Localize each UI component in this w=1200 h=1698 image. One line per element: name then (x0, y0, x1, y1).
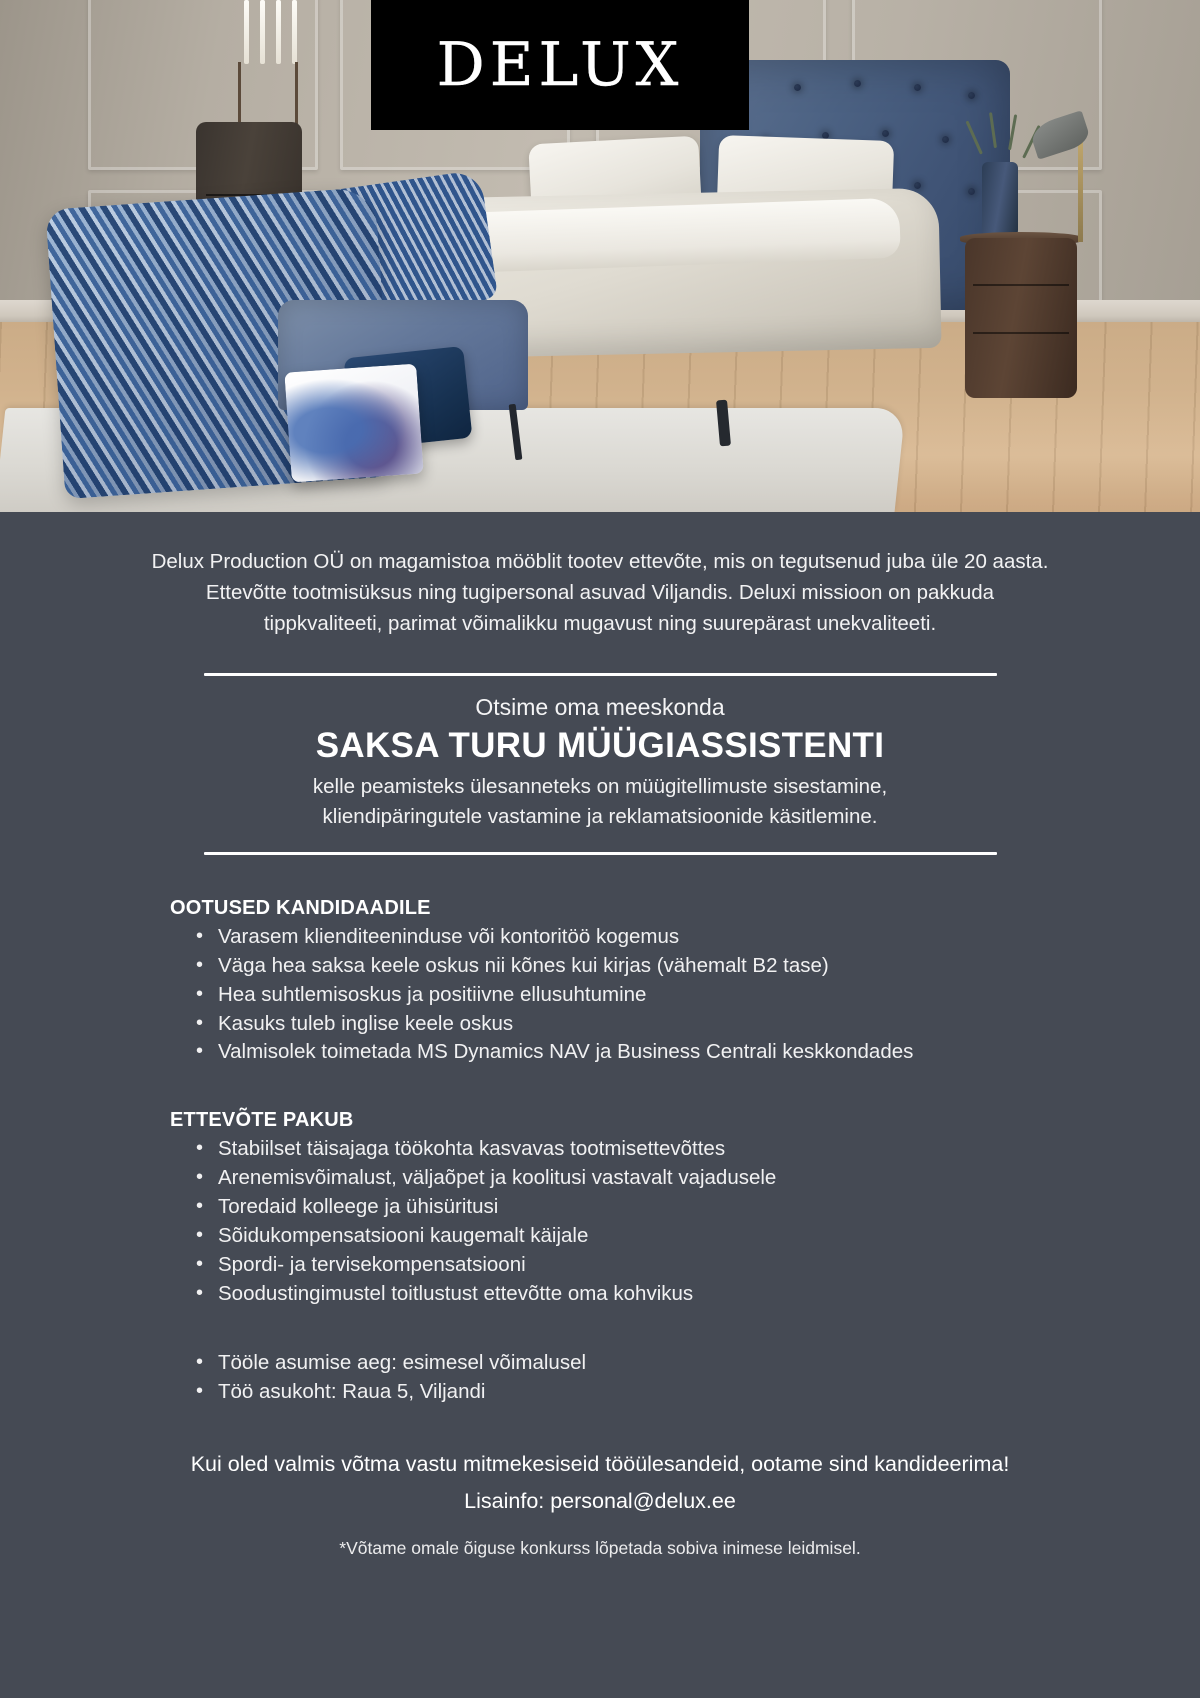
requirements-section (150, 897, 1050, 1067)
title-prefix: Otsime oma meeskonda (475, 694, 725, 721)
position-title-block (204, 673, 997, 854)
position-subtitle-line2: kliendipäringutele vastamine ja reklamatsioonide käsitlemine. (322, 805, 878, 829)
offers-heading: ETTEVÕTE PAKUB (170, 1109, 354, 1132)
list-item: • Spordi- ja tervisekompensatsiooni (192, 1251, 1050, 1280)
watercolour-cushion (284, 364, 423, 483)
list-item: • Töö asukoht: Raua 5, Viljandi (192, 1378, 1050, 1407)
list-item: • Väga hea saksa keele oskus nii kõnes kui kirjas (vähemalt B2 tase) (192, 952, 1050, 981)
position-subtitle-line1: kelle peamisteks ülesanneteks on müügitellimuste sisestamine, (312, 775, 888, 799)
requirements-heading: OOTUSED KANDIDAADILE (170, 896, 431, 919)
contact-email-line[interactable]: Lisainfo: personal@delux.ee (464, 1489, 736, 1514)
offers-list (192, 1135, 1050, 1308)
candelabra (238, 0, 298, 130)
company-intro-paragraph: Delux Production OÜ on magamistoa mööblit tootev ettevõte, mis on tegutsenud juba üle 20 aasta. Ettevõtte tootmisüksus ning tugipersonal asuvad Viljandis. Deluxi missioon on pakkuda tippkvaliteeti, parimat võimalikku mugavust ning suurepärast unekvaliteeti. (151, 550, 1049, 636)
list-item: • Arenemisvõimalust, väljaõpet ja koolitusi vastavalt vajadusele (192, 1164, 1050, 1193)
requirements-list (192, 923, 1050, 1067)
position-title: SAKSA TURU MÜÜGIASSISTENTI (315, 726, 885, 766)
list-item: • Stabiilset täisajaga töökohta kasvavas tootmisettevõttes (192, 1135, 1050, 1164)
list-item: • Hea suhtlemisoskus ja positiivne ellusuhtumine (192, 981, 1050, 1010)
offers-section (150, 1109, 1050, 1406)
delux-logo-text: DELUX (436, 30, 684, 100)
vase (982, 162, 1018, 240)
list-item: • Soodustingimustel toitlustust ettevõtte oma kohvikus (192, 1280, 1050, 1309)
list-item: • Tööle asumise aeg: esimesel võimalusel (192, 1349, 1050, 1378)
job-details-list (192, 1349, 1050, 1407)
floor-lamp-pole (1078, 132, 1083, 242)
list-item: • Kasuks tuleb inglise keele oskus (192, 1010, 1050, 1039)
hero-bedroom-photo (0, 0, 1200, 512)
list-item: • Varasem klienditeeninduse või kontoritöö kogemus (192, 923, 1050, 952)
advert-footer (90, 1452, 1110, 1559)
divider-top (204, 673, 997, 676)
divider-bottom (204, 852, 997, 855)
disclaimer-note: *Võtame omale õiguse konkurss lõpetada sobiva inimese leidmisel. (339, 1538, 861, 1559)
call-to-action: Kui oled valmis võtma vastu mitmekesiseid tööülesandeid, ootame sind kandideerima! (190, 1452, 1010, 1477)
advert-body (0, 546, 1200, 1559)
list-item: • Valmisolek toimetada MS Dynamics NAV ja Business Centrali keskkondades (192, 1038, 1050, 1067)
delux-logo-plate (371, 0, 749, 130)
list-item: • Sõidukompensatsiooni kaugemalt käijale (192, 1222, 1050, 1251)
right-nightstand (965, 238, 1077, 398)
list-item: • Toredaid kolleege ja ühisüritusi (192, 1193, 1050, 1222)
